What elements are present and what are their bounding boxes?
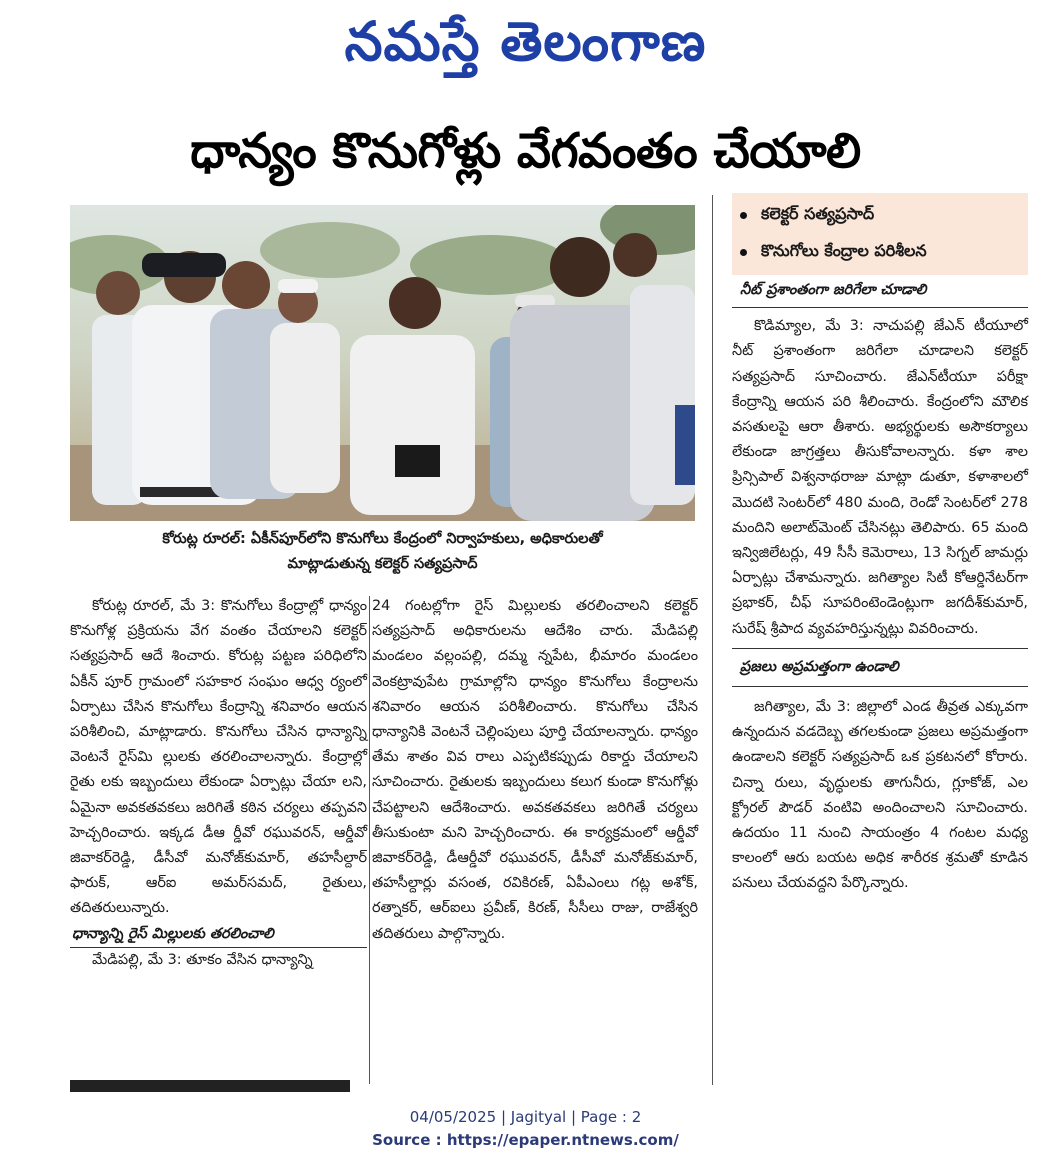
side-column bbox=[732, 278, 1028, 897]
bullet-icon bbox=[740, 249, 747, 256]
side-article-2-body: జగిత్యాల, మే 3: జిల్లాలో ఎండ తీవ్రత ఎక్కువగా ఉన్నందున వడదెబ్బ తగలకుండా ప్రజలు అప్రమత్తంగా ఉండాలని కలెక్టర్‌ సత్యప్రసాద్‌ ఒక ప్రకటనలో కోరారు. చిన్నా రులు, వృద్ధులకు తాగునీరు, గ్లూకోజ్‌, ఎల క్ట్రోరల్‌ పౌడర్‌ వంటివి అందించాలని సూచించారు. ఉదయం 11 నుంచి సాయంత్రం 4 గంటల మధ్య కాలంలో ఆరు బయట అధిక శారీరక శ్రమతో కూడిన పనులు చేయవద్దని పేర్కొన్నారు. bbox=[732, 699, 1028, 892]
main-article-column-2 bbox=[372, 594, 698, 947]
caption-line-2: మాట్లాడుతున్న కలెక్టర్‌ సత్యప్రసాద్‌ bbox=[287, 556, 478, 572]
footer-date-line: 04/05/2025 | Jagityal | Page : 2 bbox=[409, 1108, 642, 1126]
cut-off-bar bbox=[70, 1080, 350, 1092]
footer bbox=[0, 1106, 1051, 1152]
column-divider bbox=[712, 195, 713, 1085]
highlight-text: కొనుగోలు కేంద్రాల పరిశీలన bbox=[761, 241, 927, 260]
highlight-text: కలెక్టర్‌ సత్యప్రసాద్‌ bbox=[761, 204, 875, 223]
news-photo bbox=[70, 205, 695, 521]
bullet-icon bbox=[740, 212, 747, 219]
masthead-title: నమస్తే తెలంగాణ bbox=[344, 10, 707, 73]
highlight-item bbox=[740, 197, 1020, 234]
masthead bbox=[0, 4, 1051, 80]
column-divider bbox=[369, 596, 370, 1084]
photo-caption bbox=[70, 527, 695, 577]
side-article-1-body: కొడిమ్యాల, మే 3: నాచుపల్లి జేఎన్‌ టీయూలో నీట్‌ ప్రశాంతంగా జరిగేలా చూడాలని కలెక్టర్‌ సత్యప్రసాద్‌ సూచించారు. జేఎన్‌టీయూ పరీక్షా కేంద్రాన్ని ఆయన పరి శీలించారు. కేంద్రంలోని మౌలిక వసతులపై ఆరా తీశారు. అభ్యర్థులకు అసౌకర్యాలు లేకుండా జాగ్రత్తలు తీసుకోవాలన్నారు. కళా శాల ప్రిన్సిపాల్‌ విశ్వనాథరాజు మాట్లా డుతూ, కళాశాలలో మొదటి సెంటర్‌లో 480 మంది, రెండో సెంటర్‌లో 278 మందిని అలాట్‌మెంట్‌ చేసినట్లు తెలిపారు. 65 మంది ఇన్విజిలేటర్లు, 49 సీసీ కెమెరాలు, 13 సిగ్నల్‌ జామర్లు ఏర్పాట్లు చేశామన్నారు. జగిత్యాల సిటీ కోఆర్డినేటర్‌గా ప్రభాకర్‌, చీఫ్‌ సూపరింటెండెంట్లుగా జగదీశ్‌కుమార్‌, సురేష్‌ శ్రీపాద వ్యవహరిస్తున్నట్లు వివరించారు. bbox=[732, 318, 1028, 637]
main-article-body-1: కోరుట్ల రూరల్‌, మే 3: కొనుగోలు కేంద్రాల్లో ధాన్యం కొనుగోళ్ల ప్రక్రియను వేగ వంతం చేయాలని కలెక్టర్‌ సత్యప్రసాద్‌ ఆదే శించారు. కోరుట్ల పట్టణ పరిధిలోని ఏకీన్‌ పూర్‌ గ్రామంలో సహకార సంఘం ఆధ్వ ర్యంలో ఏర్పాటు చేసిన కొనుగోలు కేంద్రాన్ని శనివారం ఆయన పరిశీలించి, మాట్లాడారు. కొనుగోలు చేసిన ధాన్యాన్ని వెంటనే రైస్‌మి ల్లులకు తరలించాలన్నారు. కేంద్రాల్లో రైతు లకు ఇబ్బందులు లేకుండా ఏర్పాట్లు చేయా లని, ఏమైనా అవకతవకలు జరిగితే కఠిన చర్యలు తప్పవని హెచ్చరించారు. ఇక్కడ డీఆ ర్డీవో రఘువరన్‌, ఆర్డీవో జివాకర్‌రెడ్డి, డీసీవో మనోజ్‌కుమార్‌, తహసీల్దార్‌ ఫారుక్‌, ఆర్‌ఐ అమర్‌సమద్‌, రైతులు, తదితరులున్నారు. bbox=[70, 598, 367, 917]
side-article-2-subhead: ప్రజలు అప్రమత్తంగా ఉండాలి bbox=[732, 648, 1028, 687]
highlight-item bbox=[740, 234, 1020, 271]
highlights-box bbox=[732, 193, 1028, 275]
caption-line-1: కోరుట్ల రూరల్‌: ఏకీన్‌పూర్‌లోని కొనుగోలు కేంద్రంలో నిర్వాహకులు, అధికారులతో bbox=[162, 531, 603, 547]
headline: ధాన్యం కొనుగోళ్లు వేగవంతం చేయాలి bbox=[190, 123, 861, 179]
main-article-column-1 bbox=[70, 594, 367, 973]
photo-illustration bbox=[70, 205, 695, 521]
footer-source-line: Source : https://epaper.ntnews.com/ bbox=[372, 1131, 679, 1149]
main-article-tail: మేడిపల్లి, మే 3: తూకం వేసిన ధాన్యాన్ని bbox=[92, 951, 313, 968]
main-article-body-2: 24 గంటల్లోగా రైస్‌ మిల్లులకు తరలించాలని కలెక్టర్‌ సత్యప్రసాద్‌ అధికారులను ఆదేశిం చారు. మేడిపల్లి మండలం వల్లంపల్లి, దమ్మ న్నపేట, భీమారం మండలం వెంకట్రావుపేట గ్రామాల్లోని ధాన్యం కొనుగోలు కేంద్రాలను శనివారం ఆయన పరిశీలించారు. కొనుగోలు చేసిన ధాన్యానికి వెంటనే చెల్లింపులు పూర్తి చేయాలన్నారు. ధాన్యం తేమ శాతం వివ రాలు ఎప్పటికప్పుడు రికార్డు చేయాలని సూచించారు. రైతులకు ఇబ్బందులు కలుగ కుండా కొనుగోళ్లు చేపట్టాలని ఆదేశించారు. అవకతవకలు జరిగితే చర్యలు తీసుకుంటా మని హెచ్చరించారు. ఈ కార్యక్రమంలో ఆర్డీవో జివాకర్‌రెడ్డి, డీఆర్డీవో రఘువరన్‌, డీసీవో మనోజ్‌కుమార్‌, తహసీల్దార్లు వసంత, రవికిరణ్‌, ఏపీఎంలు గట్ల అశోక్‌, రత్నాకర్‌, ఆర్‌ఐలు ప్రవీణ్‌, కిరణ్‌, సీసీలు రాజు, రాజేశ్వరి తదితరులు పాల్గొన్నారు. bbox=[372, 598, 698, 942]
main-article-subhead: ధాన్యాన్ని రైస్‌ మిల్లులకు తరలించాలి bbox=[70, 922, 367, 948]
side-article-1-subhead: నీట్‌ ప్రశాంతంగా జరిగేలా చూడాలి bbox=[732, 278, 1028, 308]
